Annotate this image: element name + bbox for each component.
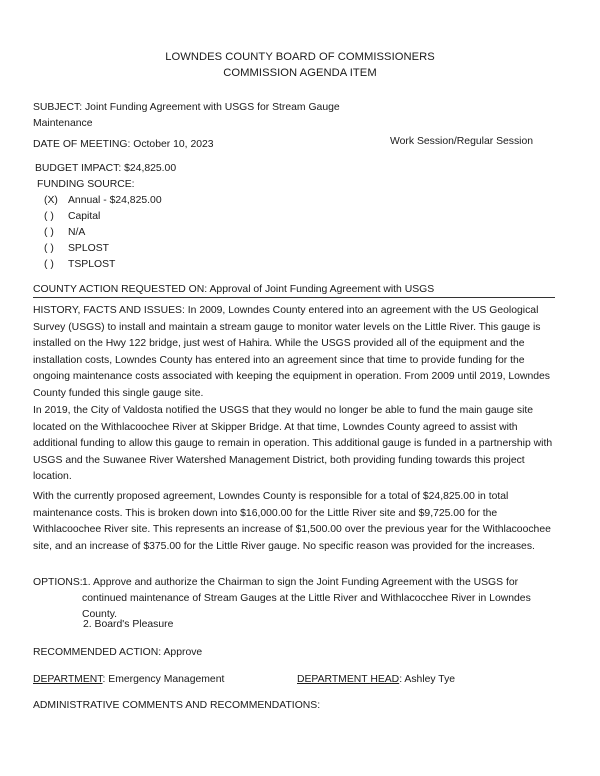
budget-impact-line xyxy=(35,161,176,176)
subject-value: Joint Funding Agreement with USGS for Stream Gauge xyxy=(84,102,340,113)
unchecked-mark: ( ) xyxy=(44,211,54,222)
board-title: LOWNDES COUNTY BOARD OF COMMISSIONERS xyxy=(165,51,435,63)
county-action-label: COUNTY ACTION REQUESTED ON: xyxy=(33,284,208,295)
recommended-action-label: RECOMMENDED ACTION: xyxy=(33,647,162,658)
department-head-value: Ashley Tye xyxy=(404,674,456,685)
department-head-line xyxy=(297,672,455,687)
history-paragraph-3: With the currently proposed agreement, Lowndes County is responsible for a total of $24,825.00 in total maintenance costs. This is broken down into $16,000.00 for the Little River site and $9,725.00 for the Withlacoochee River site. This represents an increase of $1,500.00 over the previous year for the Withlacoochee site, and an increase of $375.00 for the Little River gauge. No specific reason was provided for the increases. xyxy=(33,491,551,552)
subject-continuation: Maintenance xyxy=(33,118,93,129)
history-paragraph-2: In 2019, the City of Valdosta notified the USGS that they would no longer be able to fund the main gauge site located on the Withlacoochee River at Skipper Bridge. At that time, Lowndes County agreed to assist with additional funding to allow this gauge to remain in operation. This additional gauge is funded in a partnership with USGS and the Suwanee River Watershed Management District, both providing funding towards this project location. xyxy=(33,405,553,483)
subject-line xyxy=(33,100,340,115)
unchecked-mark: ( ) xyxy=(44,227,54,238)
funding-option-label: Capital xyxy=(68,211,101,222)
recommended-action-value: Approve xyxy=(163,647,203,658)
department-line xyxy=(33,672,224,687)
department-head-label: DEPARTMENT HEAD xyxy=(297,674,400,685)
history-label: HISTORY, FACTS AND ISSUES: xyxy=(33,305,185,316)
session-type: Work Session/Regular Session xyxy=(390,136,534,147)
history-paragraph-1 xyxy=(33,303,563,403)
unchecked-mark: ( ) xyxy=(44,243,54,254)
funding-source-label: FUNDING SOURCE: xyxy=(37,179,135,190)
unchecked-mark: ( ) xyxy=(44,259,54,270)
funding-option-label: TSPLOST xyxy=(68,259,116,270)
department-label: DEPARTMENT xyxy=(33,674,103,685)
county-action-value: Approval of Joint Funding Agreement with USGS xyxy=(209,284,435,295)
option-item-1: 1. Approve and authorize the Chairman to sign the Joint Funding Agreement with the USGS for continued maintenance of Stream Gauges at the Little River and Withlacocchee River in Lowndes County. xyxy=(82,577,531,620)
budget-impact-value: $24,825.00 xyxy=(124,163,177,174)
checked-mark: (X) xyxy=(44,195,58,206)
funding-option-label: Annual - $24,825.00 xyxy=(68,195,162,206)
subject-label: SUBJECT: xyxy=(33,102,83,113)
agenda-item-title: COMMISSION AGENDA ITEM xyxy=(223,67,377,79)
options-label: OPTIONS: xyxy=(33,577,83,588)
funding-option-label: SPLOST xyxy=(68,243,109,254)
budget-impact-label: BUDGET IMPACT: xyxy=(35,163,122,174)
meeting-date-value: October 10, 2023 xyxy=(133,139,214,150)
funding-option-label: N/A xyxy=(68,227,86,238)
department-head-colon: : xyxy=(399,674,403,685)
section-divider xyxy=(33,297,555,298)
recommended-action-line xyxy=(33,645,202,660)
meeting-date-line xyxy=(33,137,214,152)
admin-comments-label: ADMINISTRATIVE COMMENTS AND RECOMMENDATIONS: xyxy=(33,700,321,711)
history-text: In 2009, Lowndes County entered into an agreement with the US Geological Survey (USGS) to install and maintain a stream gauge to monitor water levels on the Little River. This gauge is installed on the Hwy 122 bridge, just west of Hahira. While the USGS provided all of the equipment and the installation costs, Lowndes County has entered into an agreement since that time to provide funding for the ongoing maintenance costs associated with keeping the equipment in operation. From 2009 until 2019, Lowndes County funded this single gauge site. xyxy=(33,305,550,399)
options-section xyxy=(33,575,573,635)
county-action-line xyxy=(33,282,434,297)
meeting-date-label: DATE OF MEETING: xyxy=(33,139,131,150)
option-item-2: 2. Board's Pleasure xyxy=(83,619,174,630)
department-value: Emergency Management xyxy=(108,674,225,685)
department-colon: : xyxy=(102,674,106,685)
